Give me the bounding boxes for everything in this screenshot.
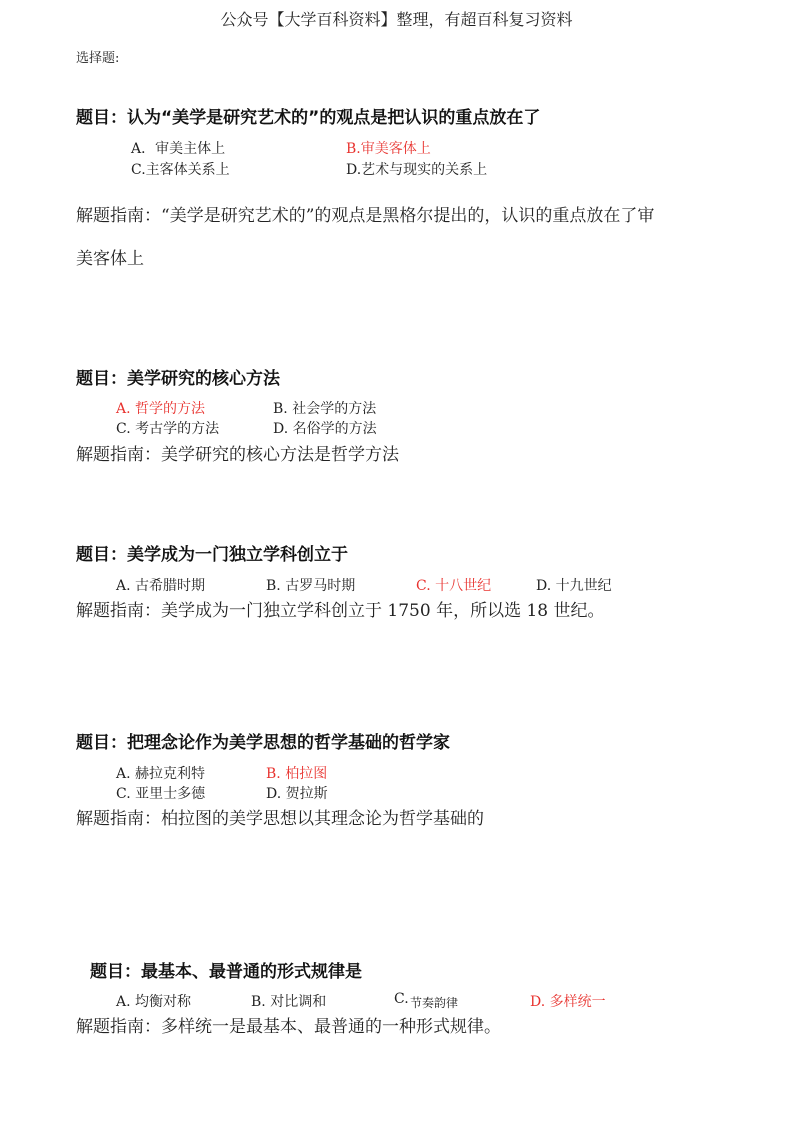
question-3-option-b: B. 古罗马时期: [266, 578, 356, 594]
question-1-title: 题目：认为“美学是研究艺术的”的观点是把认识的重点放在了: [76, 108, 541, 128]
question-1-option-d: D.艺术与现实的关系上: [346, 162, 488, 178]
question-3-option-a: A. 古希腊时期: [116, 578, 206, 594]
page-header: 公众号【大学百科资料】整理，有超百科复习资料: [220, 10, 573, 29]
question-4-option-d: D. 贺拉斯: [266, 786, 328, 802]
question-1-answer-line-2: 美客体上: [76, 249, 144, 269]
section-label: 选择题:: [76, 51, 120, 66]
question-1-option-b: B.审美客体上: [346, 141, 431, 157]
question-5-title: 题目：最基本、最普通的形式规律是: [90, 962, 362, 982]
question-2-option-a: A. 哲学的方法: [116, 401, 206, 417]
question-2-option-c: C. 考古学的方法: [116, 421, 220, 437]
question-2-option-d: D. 名俗学的方法: [273, 421, 377, 437]
question-5-option-c-letter: C.: [394, 991, 409, 1007]
question-3-option-c: C. 十八世纪: [416, 578, 492, 594]
question-4-answer: 解题指南：柏拉图的美学思想以其理念论为哲学基础的: [76, 809, 484, 829]
question-5-option-b: B. 对比调和: [251, 994, 327, 1010]
question-1-option-c: C.主客体关系上: [131, 162, 230, 178]
question-5-option-c-text: 节奏韵律: [410, 996, 459, 1010]
question-2-answer: 解题指南：美学研究的核心方法是哲学方法: [76, 445, 399, 465]
question-1-option-a: A．审美主体上: [131, 141, 226, 157]
question-2-title: 题目：美学研究的核心方法: [76, 369, 280, 389]
question-3-option-d: D. 十九世纪: [536, 578, 612, 594]
question-4-option-b: B. 柏拉图: [266, 766, 328, 782]
question-5-option-d: D. 多样统一: [530, 994, 606, 1010]
question-2-option-b: B. 社会学的方法: [273, 401, 377, 417]
question-3-title: 题目：美学成为一门独立学科创立于: [76, 545, 348, 565]
question-4-option-c: C. 亚里士多德: [116, 786, 206, 802]
question-5-option-a: A. 均衡对称: [116, 994, 192, 1010]
question-4-option-a: A. 赫拉克利特: [116, 766, 206, 782]
question-1-answer-line-1: 解题指南：“美学是研究艺术的”的观点是黑格尔提出的，认识的重点放在了审: [76, 206, 655, 226]
question-3-answer: 解题指南：美学成为一门独立学科创立于 1750 年，所以选 18 世纪。: [76, 601, 605, 621]
question-5-answer: 解题指南：多样统一是最基本、最普通的一种形式规律。: [76, 1017, 501, 1037]
question-4-title: 题目：把理念论作为美学思想的哲学基础的哲学家: [76, 733, 450, 753]
